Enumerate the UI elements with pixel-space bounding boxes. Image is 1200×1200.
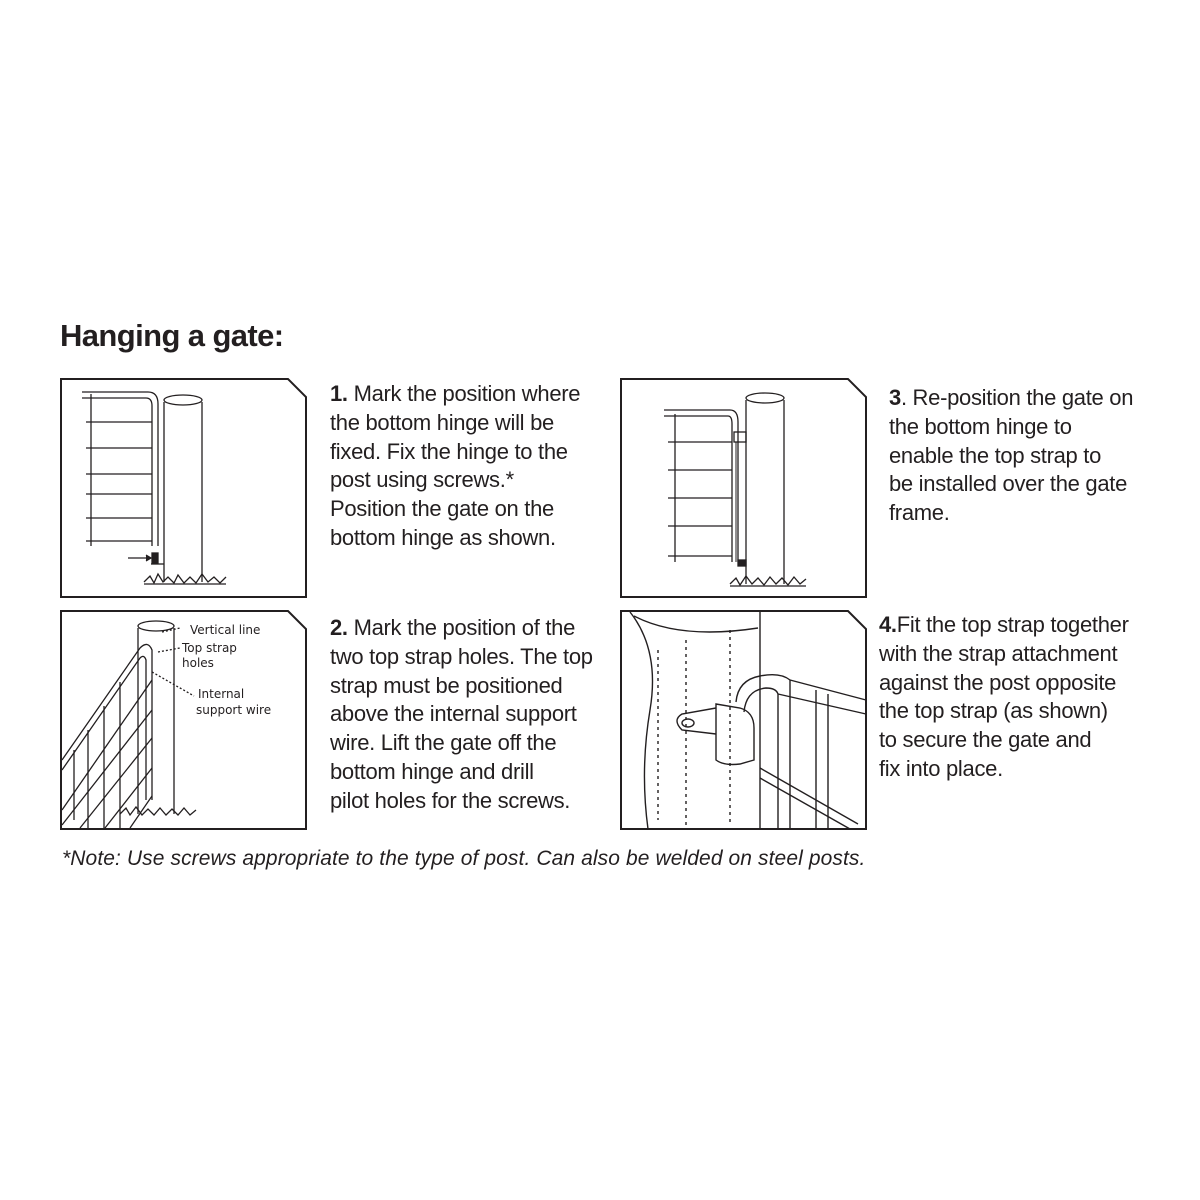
- top-strap-label: Top strap: [182, 641, 237, 655]
- step-line: Mark the position where: [353, 381, 581, 406]
- step-line: wire. Lift the gate off the: [330, 730, 557, 756]
- footnote: *Note: Use screws appropriate to the type of post. Can also be welded on steel posts.: [62, 847, 866, 870]
- step-line: post using screws.*: [330, 467, 514, 493]
- top-strap-holes-drawing: [60, 610, 307, 830]
- page-title: Hanging a gate:: [60, 318, 284, 353]
- step-line: the bottom hinge will be: [330, 409, 554, 435]
- step-3-illustration: [620, 378, 867, 598]
- step-line: Fit the top strap together: [896, 612, 1129, 637]
- support-wire-label: support wire: [196, 703, 272, 717]
- step-line: bottom hinge and drill: [330, 758, 534, 784]
- step-line: to secure the gate and: [879, 727, 1092, 753]
- step-2-text: [330, 614, 600, 816]
- step-line: two top strap holes. The top: [330, 643, 593, 669]
- step-line: enable the top strap to: [889, 442, 1102, 468]
- step-line: against the post opposite: [879, 669, 1117, 695]
- step-line: the bottom hinge to: [889, 413, 1072, 439]
- step-line: above the internal support: [330, 701, 577, 727]
- step-line: pilot holes for the screws.: [330, 787, 571, 813]
- step-line: bottom hinge as shown.: [330, 524, 556, 550]
- top-strap-closeup-drawing: [620, 610, 867, 830]
- step-3-text: [889, 384, 1159, 528]
- gate-repositioned-drawing: [620, 378, 867, 598]
- step-number: 4.: [879, 612, 897, 637]
- step-line: strap must be positioned: [330, 672, 563, 698]
- holes-label: holes: [182, 656, 214, 670]
- step-line: . Re-position the gate on: [900, 385, 1134, 410]
- step-line: fixed. Fix the hinge to the: [330, 438, 568, 464]
- step-number: 2.: [330, 615, 348, 640]
- step-1-text: [330, 380, 600, 553]
- step-line: with the strap attachment: [879, 640, 1118, 666]
- step-1-illustration: [60, 378, 307, 598]
- step-4-text: [879, 611, 1149, 784]
- step-number: 3: [889, 385, 901, 410]
- internal-label: Internal: [198, 687, 245, 701]
- gate-on-bottom-hinge-drawing: [60, 378, 307, 598]
- step-line: fix into place.: [879, 755, 1003, 781]
- step-line: Position the gate on the: [330, 496, 554, 522]
- step-line: the top strap (as shown): [879, 698, 1108, 724]
- step-4-illustration: [620, 610, 867, 830]
- step-2-illustration: [60, 610, 307, 830]
- vertical-line-label: Vertical line: [190, 623, 261, 637]
- step-number: 1.: [330, 381, 348, 406]
- step-line: Mark the position of the: [353, 615, 576, 640]
- step-line: be installed over the gate: [889, 471, 1128, 497]
- step-line: frame.: [889, 500, 950, 526]
